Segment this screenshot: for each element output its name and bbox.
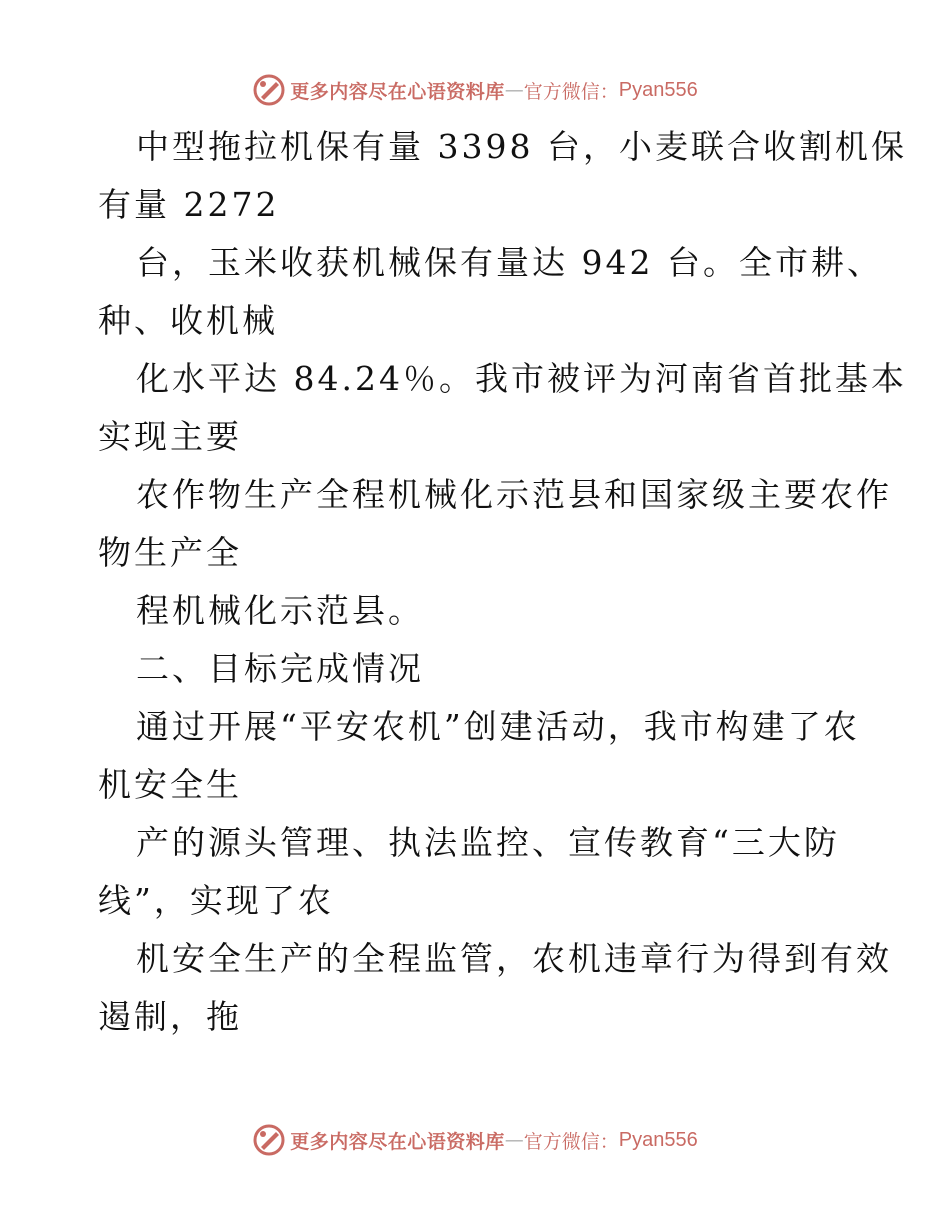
watermark-separator: — [504,1129,524,1151]
text-line: 机安全生产的全程监管，农机违章行为得到有效 [136,939,892,978]
watermark-wechat-id: Pyan556 [618,1128,698,1151]
text-line: 农作物生产全程机械化示范县和国家级主要农作 [136,475,892,514]
text-line: 产的源头管理、执法监控、宣传教育“三大防 [136,823,840,862]
watermark-text: 更多内容尽在心语资料库 [290,80,505,103]
watermark-wechat-label: 官方微信： [523,1130,619,1153]
text-line: 通过开展“平安农机”创建活动，我市构建了农 [136,707,860,746]
text-line: 物生产全 [98,533,242,572]
text-line: 机安全生 [98,765,242,804]
watermark-wechat-id: Pyan556 [618,78,698,101]
logo-icon [252,73,286,107]
text-line: 线”，实现了农 [98,881,334,920]
footer-watermark [0,1120,950,1160]
text-line: 实现主要 [98,417,242,456]
text-line: 中型拖拉机保有量 3398 台，小麦联合收割机保 [136,127,907,166]
text-line: 台，玉米收获机械保有量达 942 台。全市耕、 [136,243,883,282]
logo-icon [252,1123,286,1157]
watermark-wechat-label: 官方微信： [523,80,619,103]
text-line: 化水平达 84.24％。我市被评为河南省首批基本 [136,359,907,398]
text-line: 程机械化示范县。 [136,591,424,630]
text-line: 二、目标完成情况 [136,649,424,688]
text-line: 种、收机械 [98,301,278,340]
header-watermark [0,70,950,110]
watermark-separator: — [504,79,524,101]
text-line: 有量 2272 [98,185,280,224]
watermark-text: 更多内容尽在心语资料库 [290,1130,505,1153]
document-body [98,118,907,1046]
text-line: 遏制，拖 [98,997,242,1036]
